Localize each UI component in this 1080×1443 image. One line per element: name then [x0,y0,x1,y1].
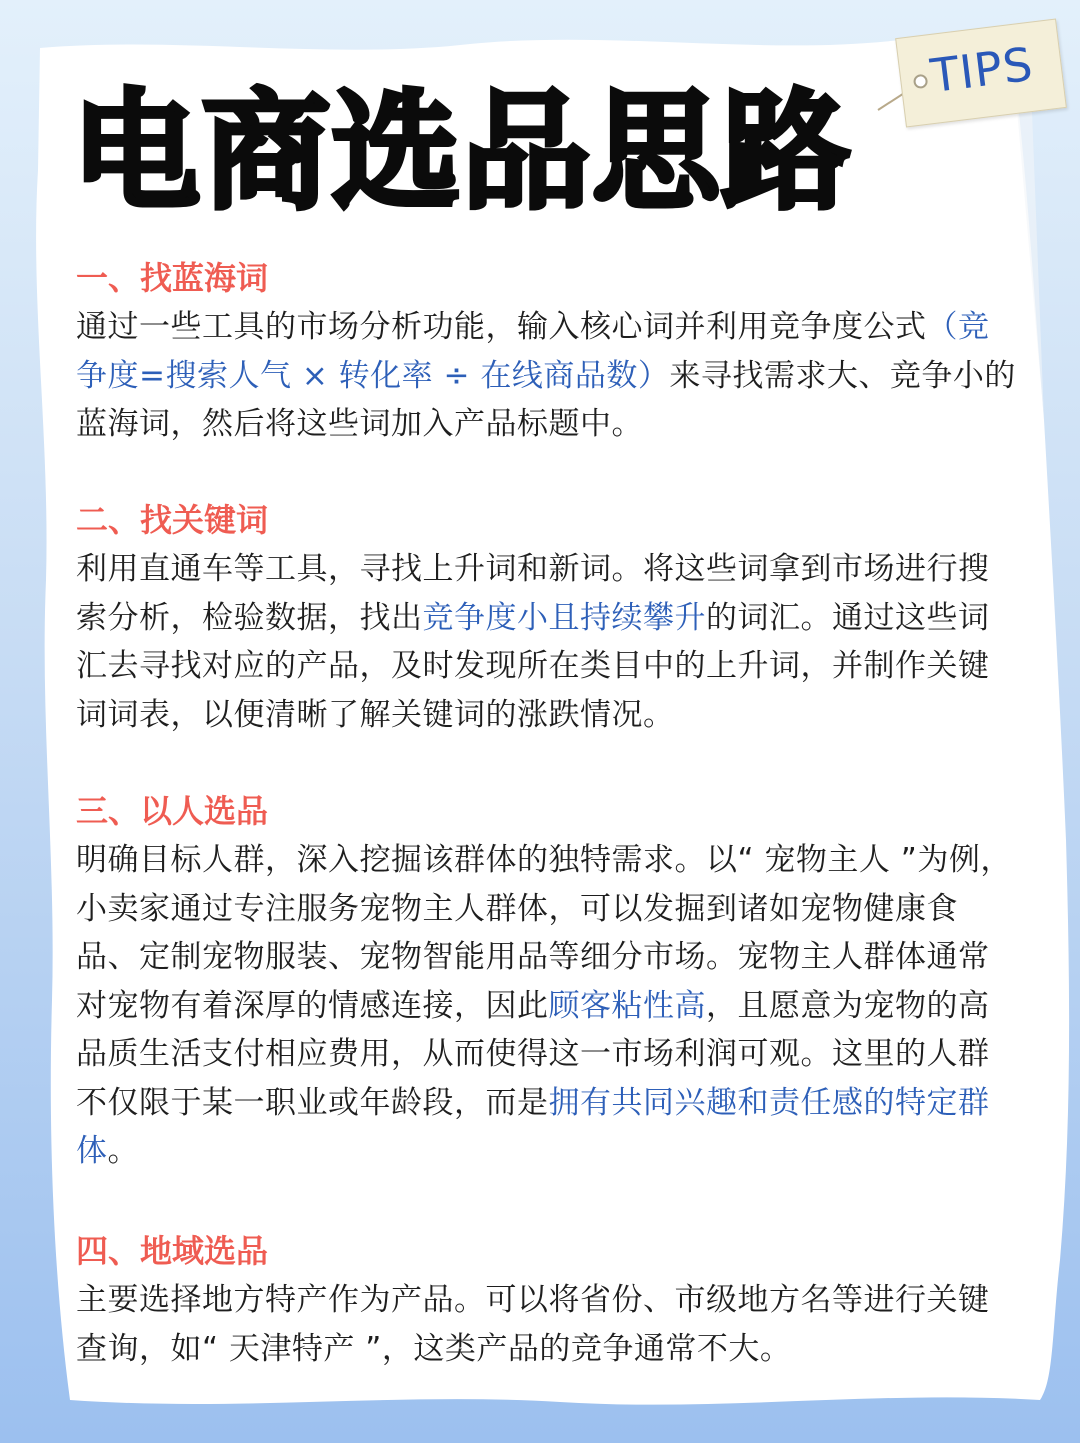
section-heading: 四、地域选品 [76,1232,269,1270]
section-heading: 二、找关键词 [76,501,269,539]
section-body [76,1276,1016,1373]
highlight-text: （竞争度=搜索人气 × 转化率 ÷ 在线商品数） [76,309,990,394]
tag-hole-icon [913,74,929,90]
highlight-text: 拥有共同兴趣和责任感的特定群体 [76,1084,990,1169]
highlight-text: 顾客粘性高 [548,987,706,1024]
section-keywords [76,497,1016,739]
section-body [76,303,1016,449]
body-text: 利用直通车等工具，寻找上升词和新词。将这些词拿到市场进行搜索分析，检验数据，找出 [76,551,990,636]
tips-label: TIPS [927,36,1037,103]
body-text: 主要选择地方特产作为产品。可以将省份、市级地方名等进行关键查询，如“ 天津特产 ”，这类产品的竞争通常不大。 [76,1282,990,1367]
body-text: 的词汇。通过这些词汇去寻找对应的产品，及时发现所在类目中的上升词，并制作关键词词表，以便清晰了解关键词的涨跌情况。 [76,599,990,733]
section-regional [76,1228,1016,1373]
body-text: 来寻找需求大、竞争小的蓝海词，然后将这些词加入产品标题中。 [76,357,1016,442]
section-blue-ocean-words [76,255,1016,449]
section-people-based [76,788,1016,1176]
section-heading: 三、以人选品 [76,792,269,830]
section-body [76,545,1016,739]
page-title: 电商选品思路 [72,78,853,227]
highlight-text: 竞争度小且持续攀升 [422,599,706,636]
body-text: 通过一些工具的市场分析功能，输入核心词并利用竞争度公式 [76,309,927,345]
section-body [76,836,1016,1176]
section-heading: 一、找蓝海词 [76,259,269,297]
body-text: ，且愿意为宠物的高品质生活支付相应费用，从而使得这一市场利润可观。这里的人群不仅限于某一职业或年龄段，而是 [76,987,990,1121]
body-text: 。 [107,1133,139,1169]
body-text: 明确目标人群，深入挖掘该群体的独特需求。以“ 宠物主人 ”为例，小卖家通过专注服务宠物主人群体，可以发掘到诸如宠物健康食品、定制宠物服装、宠物智能用品等细分市场。宠物主人群体通常对宠物有着深厚的情感连接，因此 [76,842,1012,1024]
